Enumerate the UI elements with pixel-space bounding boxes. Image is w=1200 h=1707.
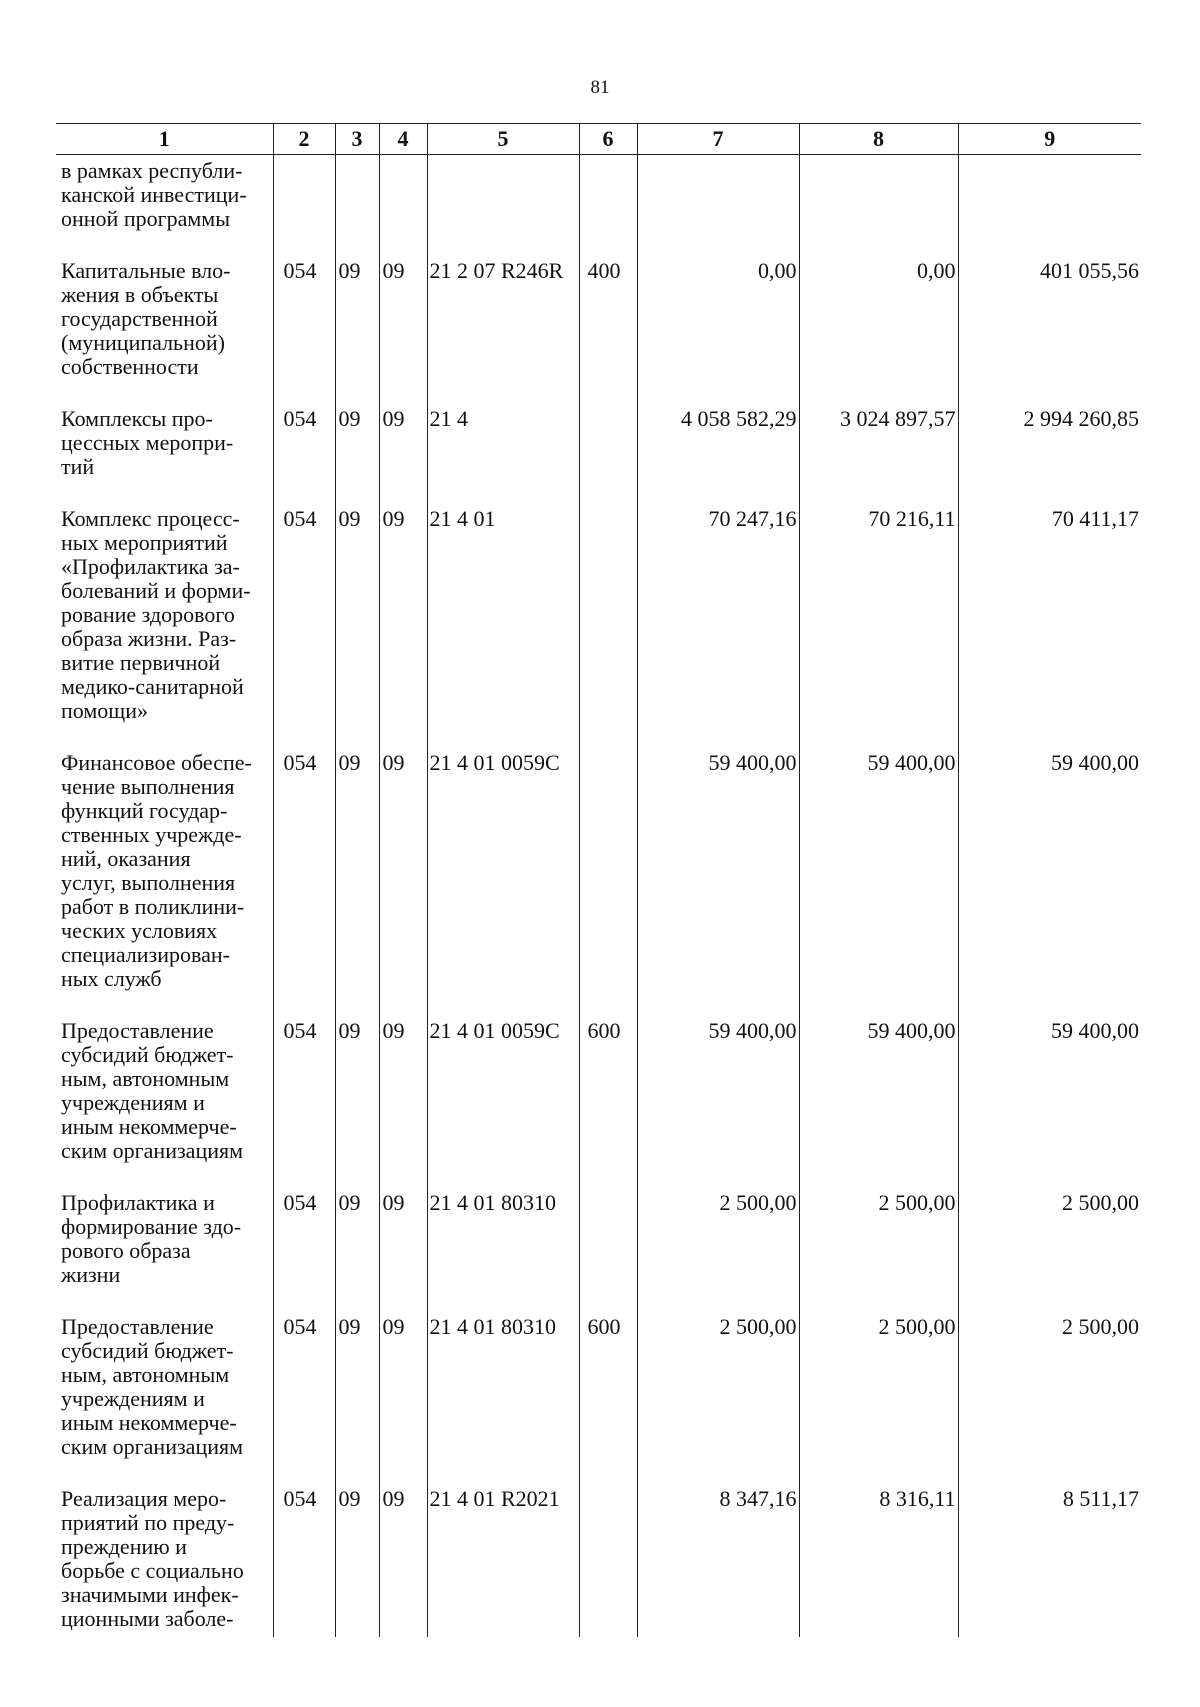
column-header-4: 4 bbox=[379, 124, 427, 155]
subsection-code-cell: 09 bbox=[379, 991, 427, 1163]
subsection-code-cell: 09 bbox=[379, 1459, 427, 1631]
amount-col8-cell bbox=[799, 155, 958, 232]
row-name-line: ственных учрежде- bbox=[61, 822, 242, 847]
section-code-cell: 09 bbox=[335, 479, 379, 723]
amount-col9-cell: 2 994 260,85 bbox=[958, 379, 1141, 479]
amount-col8-cell: 59 400,00 bbox=[799, 991, 958, 1163]
row-name-line: помощи» bbox=[61, 698, 148, 723]
row-name-cell bbox=[56, 479, 273, 723]
target-article-cell: 21 4 01 80310 bbox=[427, 1163, 579, 1287]
table-row bbox=[56, 1163, 1141, 1287]
row-name-line: ных мероприятий bbox=[61, 530, 228, 555]
column-header-3: 3 bbox=[335, 124, 379, 155]
row-name-line: значимыми инфек- bbox=[61, 1582, 239, 1607]
row-name-line: чение выполнения bbox=[61, 774, 235, 799]
subsection-code-cell: 09 bbox=[379, 479, 427, 723]
amount-col7-cell: 70 247,16 bbox=[637, 479, 799, 723]
table-row bbox=[56, 155, 1141, 232]
row-name-line: Комплекс процесс- bbox=[61, 506, 240, 531]
table-filler-row bbox=[56, 1631, 1141, 1637]
row-name-line: образа жизни. Раз- bbox=[61, 626, 237, 651]
row-name-line: иным некоммерче- bbox=[61, 1114, 237, 1139]
grbs-code-cell: 054 bbox=[273, 379, 335, 479]
table-row bbox=[56, 479, 1141, 723]
amount-col8-cell: 2 500,00 bbox=[799, 1287, 958, 1459]
row-name-line: услуг, выполнения bbox=[61, 870, 236, 895]
row-name-line: Профилактика и bbox=[61, 1190, 215, 1215]
section-code-cell: 09 bbox=[335, 723, 379, 991]
amount-col7-cell: 8 347,16 bbox=[637, 1459, 799, 1631]
section-code-cell: 09 bbox=[335, 991, 379, 1163]
amount-col7-cell: 2 500,00 bbox=[637, 1163, 799, 1287]
expense-type-cell: 600 bbox=[579, 1287, 637, 1459]
table-header bbox=[56, 124, 1141, 155]
amount-col8-cell: 2 500,00 bbox=[799, 1163, 958, 1287]
row-name-line: Комплексы про- bbox=[61, 406, 213, 431]
row-name-line: учреждениям и bbox=[61, 1386, 205, 1411]
row-name-line: иным некоммерче- bbox=[61, 1410, 237, 1435]
amount-col8-cell: 3 024 897,57 bbox=[799, 379, 958, 479]
target-article-cell: 21 4 01 0059С bbox=[427, 991, 579, 1163]
row-name-line: «Профилактика за- bbox=[61, 554, 240, 579]
row-name-line: учреждениям и bbox=[61, 1090, 205, 1115]
row-name-line: ским организациям bbox=[61, 1138, 244, 1163]
row-name-line: формирование здо- bbox=[61, 1214, 242, 1239]
row-name-line: Предоставление bbox=[61, 1314, 214, 1339]
row-name-line: ным, автономным bbox=[61, 1066, 230, 1091]
row-name-cell bbox=[56, 231, 273, 379]
amount-col7-cell bbox=[637, 155, 799, 232]
grbs-code-cell: 054 bbox=[273, 1459, 335, 1631]
amount-col9-cell: 59 400,00 bbox=[958, 723, 1141, 991]
expense-type-cell bbox=[579, 723, 637, 991]
column-header-8: 8 bbox=[799, 124, 958, 155]
target-article-cell: 21 4 01 bbox=[427, 479, 579, 723]
row-name-line: Финансовое обеспе- bbox=[61, 750, 252, 775]
row-name-line: онной программы bbox=[61, 206, 231, 231]
row-name-line: витие первичной bbox=[61, 650, 221, 675]
row-name-line: жизни bbox=[61, 1262, 121, 1287]
row-name-line: медико-санитарной bbox=[61, 674, 244, 699]
section-code-cell bbox=[335, 155, 379, 232]
row-name-line: цессных меропри- bbox=[61, 430, 234, 455]
row-name-line: тий bbox=[61, 454, 95, 479]
target-article-cell: 21 4 bbox=[427, 379, 579, 479]
amount-col9-cell bbox=[958, 155, 1141, 232]
grbs-code-cell: 054 bbox=[273, 1163, 335, 1287]
row-name-line: Предоставление bbox=[61, 1018, 214, 1043]
column-header-6: 6 bbox=[579, 124, 637, 155]
section-code-cell: 09 bbox=[335, 379, 379, 479]
grbs-code-cell: 054 bbox=[273, 991, 335, 1163]
page-number: 81 bbox=[590, 77, 610, 98]
row-name-line: ским организациям bbox=[61, 1434, 244, 1459]
column-header-5: 5 bbox=[427, 124, 579, 155]
subsection-code-cell: 09 bbox=[379, 1163, 427, 1287]
row-name-line: ний, оказания bbox=[61, 846, 191, 871]
subsection-code-cell: 09 bbox=[379, 379, 427, 479]
table-row bbox=[56, 991, 1141, 1163]
row-name-line: ных служб bbox=[61, 966, 162, 991]
table-row bbox=[56, 723, 1141, 991]
row-name-line: приятий по преду- bbox=[61, 1510, 235, 1535]
table-body bbox=[56, 155, 1141, 1638]
filler-cell bbox=[958, 1631, 1141, 1637]
amount-col9-cell: 70 411,17 bbox=[958, 479, 1141, 723]
amount-col7-cell: 59 400,00 bbox=[637, 991, 799, 1163]
section-code-cell: 09 bbox=[335, 1459, 379, 1631]
amount-col7-cell: 4 058 582,29 bbox=[637, 379, 799, 479]
target-article-cell: 21 4 01 80310 bbox=[427, 1287, 579, 1459]
amount-col9-cell: 2 500,00 bbox=[958, 1163, 1141, 1287]
subsection-code-cell: 09 bbox=[379, 723, 427, 991]
subsection-code-cell: 09 bbox=[379, 231, 427, 379]
row-name-cell bbox=[56, 1459, 273, 1631]
row-name-line: государственной bbox=[61, 306, 218, 331]
amount-col8-cell: 70 216,11 bbox=[799, 479, 958, 723]
grbs-code-cell: 054 bbox=[273, 479, 335, 723]
filler-cell bbox=[637, 1631, 799, 1637]
row-name-line: канской инвестици- bbox=[61, 182, 247, 207]
table-row bbox=[56, 1287, 1141, 1459]
row-name-line: Капитальные вло- bbox=[61, 258, 231, 283]
filler-cell bbox=[427, 1631, 579, 1637]
section-code-cell: 09 bbox=[335, 1163, 379, 1287]
filler-cell bbox=[579, 1631, 637, 1637]
table-row bbox=[56, 231, 1141, 379]
grbs-code-cell bbox=[273, 155, 335, 232]
target-article-cell: 21 2 07 R246R bbox=[427, 231, 579, 379]
section-code-cell: 09 bbox=[335, 231, 379, 379]
row-name-line: (муниципальной) bbox=[61, 330, 225, 355]
section-code-cell: 09 bbox=[335, 1287, 379, 1459]
target-article-cell bbox=[427, 155, 579, 232]
column-header-1: 1 bbox=[56, 124, 273, 155]
row-name-line: болеваний и форми- bbox=[61, 578, 251, 603]
amount-col9-cell: 401 055,56 bbox=[958, 231, 1141, 379]
row-name-line: преждению и bbox=[61, 1534, 187, 1559]
row-name-cell bbox=[56, 723, 273, 991]
expense-type-cell bbox=[579, 379, 637, 479]
amount-col8-cell: 8 316,11 bbox=[799, 1459, 958, 1631]
expense-type-cell bbox=[579, 155, 637, 232]
amount-col9-cell: 2 500,00 bbox=[958, 1287, 1141, 1459]
grbs-code-cell: 054 bbox=[273, 723, 335, 991]
filler-cell bbox=[56, 1631, 273, 1637]
row-name-line: ческих условиях bbox=[61, 918, 218, 943]
target-article-cell: 21 4 01 0059С bbox=[427, 723, 579, 991]
budget-table bbox=[56, 123, 1141, 1637]
row-name-line: Реализация меро- bbox=[61, 1486, 227, 1511]
row-name-cell bbox=[56, 991, 273, 1163]
amount-col8-cell: 59 400,00 bbox=[799, 723, 958, 991]
amount-col9-cell: 8 511,17 bbox=[958, 1459, 1141, 1631]
column-header-7: 7 bbox=[637, 124, 799, 155]
grbs-code-cell: 054 bbox=[273, 1287, 335, 1459]
row-name-line: ным, автономным bbox=[61, 1362, 230, 1387]
amount-col7-cell: 0,00 bbox=[637, 231, 799, 379]
subsection-code-cell: 09 bbox=[379, 1287, 427, 1459]
row-name-cell bbox=[56, 155, 273, 232]
filler-cell bbox=[335, 1631, 379, 1637]
row-name-line: субсидий бюджет- bbox=[61, 1042, 234, 1067]
column-header-2: 2 bbox=[273, 124, 335, 155]
amount-col7-cell: 59 400,00 bbox=[637, 723, 799, 991]
header-row bbox=[56, 124, 1141, 155]
row-name-line: собственности bbox=[61, 354, 199, 379]
grbs-code-cell: 054 bbox=[273, 231, 335, 379]
row-name-line: рование здорового bbox=[61, 602, 235, 627]
expense-type-cell: 600 bbox=[579, 991, 637, 1163]
expense-type-cell bbox=[579, 1163, 637, 1287]
amount-col8-cell: 0,00 bbox=[799, 231, 958, 379]
filler-cell bbox=[379, 1631, 427, 1637]
table-row bbox=[56, 379, 1141, 479]
row-name-line: борьбе с социально bbox=[61, 1558, 244, 1583]
amount-col7-cell: 2 500,00 bbox=[637, 1287, 799, 1459]
row-name-cell bbox=[56, 1163, 273, 1287]
column-header-9: 9 bbox=[958, 124, 1141, 155]
row-name-line: ционными заболе- bbox=[61, 1606, 234, 1631]
row-name-line: функций государ- bbox=[61, 798, 228, 823]
subsection-code-cell bbox=[379, 155, 427, 232]
row-name-line: в рамках республи- bbox=[61, 158, 243, 183]
row-name-cell bbox=[56, 1287, 273, 1459]
row-name-line: работ в поликлини- bbox=[61, 894, 245, 919]
row-name-line: жения в объекты bbox=[61, 282, 219, 307]
filler-cell bbox=[273, 1631, 335, 1637]
row-name-line: рового образа bbox=[61, 1238, 191, 1263]
expense-type-cell bbox=[579, 479, 637, 723]
row-name-cell bbox=[56, 379, 273, 479]
table-row bbox=[56, 1459, 1141, 1631]
expense-type-cell bbox=[579, 1459, 637, 1631]
row-name-line: субсидий бюджет- bbox=[61, 1338, 234, 1363]
expense-type-cell: 400 bbox=[579, 231, 637, 379]
row-name-line: специализирован- bbox=[61, 942, 230, 967]
filler-cell bbox=[799, 1631, 958, 1637]
target-article-cell: 21 4 01 R2021 bbox=[427, 1459, 579, 1631]
amount-col9-cell: 59 400,00 bbox=[958, 991, 1141, 1163]
